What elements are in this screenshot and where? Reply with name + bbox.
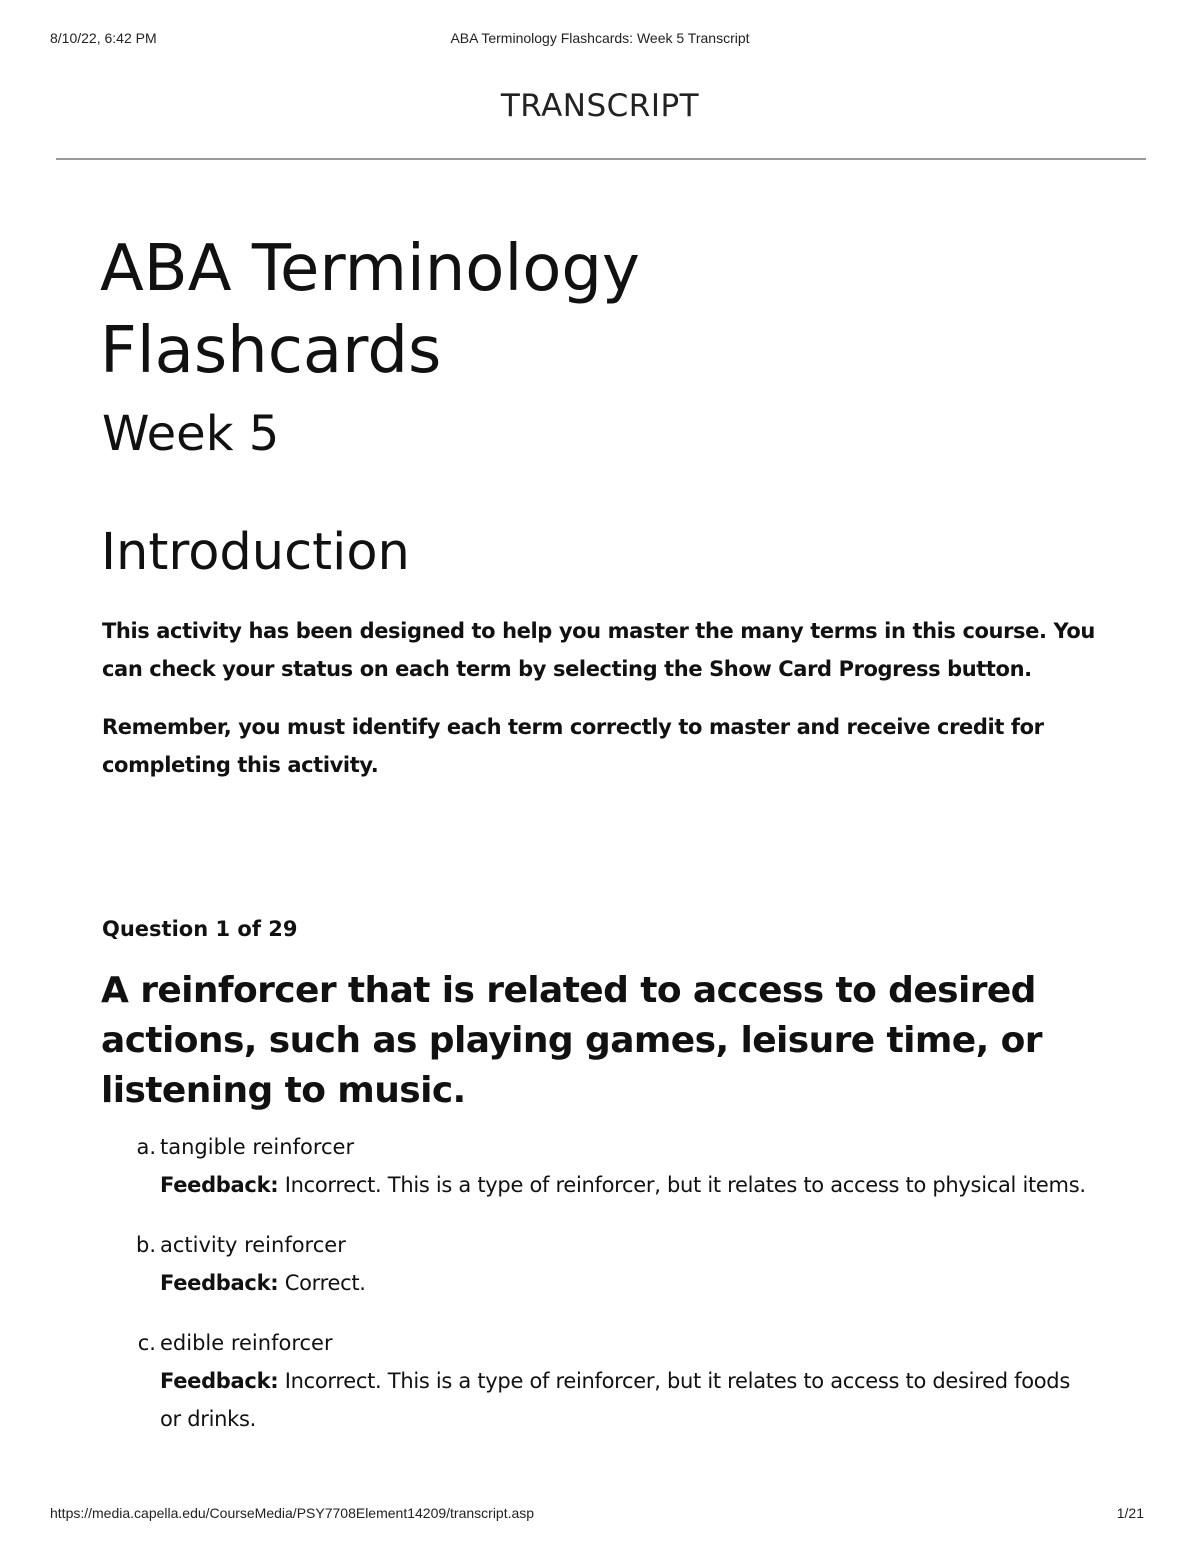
print-header [50,30,1150,50]
answer-option-b [130,1226,1090,1302]
feedback-text: Correct. [278,1271,366,1295]
print-url: https://media.capella.edu/CourseMedia/PSY7708Element14209/transcript.asp [50,1505,535,1521]
question-counter: Question 1 of 29 [102,917,298,941]
print-page-title: ABA Terminology Flashcards: Week 5 Transcript [450,30,750,46]
option-marker: a. [136,1135,156,1159]
option-feedback [160,1166,1090,1204]
transcript-label: TRANSCRIPT [500,88,700,124]
feedback-label: Feedback: [160,1369,279,1393]
show-card-progress-reference: Show Card Progress [709,657,941,681]
section-heading-introduction: Introduction [101,523,410,582]
intro-p1-end: button. [940,657,1032,681]
feedback-text: Incorrect. This is a type of reinforcer, but it relates to access to physical items. [278,1173,1086,1197]
option-label: edible reinforcer [160,1331,333,1355]
option-label: tangible reinforcer [160,1135,355,1159]
intro-paragraph-2: Remember, you must identify each term correctly to master and receive credit for completing this activity. [102,715,1044,777]
week-subtitle: Week 5 [102,406,280,462]
question-text: A reinforcer that is related to access to desired actions, such as playing games, leisure time, or listening to music. [101,970,1042,1111]
answer-option-a [130,1128,1090,1204]
feedback-text: Incorrect. This is a type of reinforcer, but it relates to access to desired foods or drinks. [160,1369,1070,1431]
feedback-label: Feedback: [160,1271,279,1295]
intro-paragraph-1 [102,612,1112,688]
document-title: ABA Terminology Flashcards [100,232,640,388]
print-datetime: 8/10/22, 6:42 PM [50,30,157,46]
option-marker: b. [135,1233,156,1257]
intro-text [102,612,1112,804]
page-number: 1/21 [1116,1505,1144,1521]
intro-p1-text: This activity has been designed to help you master the many terms in this course. You can check your status on each term by selecting the [102,619,1095,681]
option-marker: c. [137,1331,156,1355]
option-feedback [160,1264,1090,1302]
answer-option-c [130,1324,1090,1438]
answer-options [130,1128,1090,1460]
print-footer [50,1505,1150,1525]
option-label: activity reinforcer [160,1233,346,1257]
option-feedback [160,1362,1090,1438]
header-divider [56,158,1146,160]
feedback-label: Feedback: [160,1173,279,1197]
